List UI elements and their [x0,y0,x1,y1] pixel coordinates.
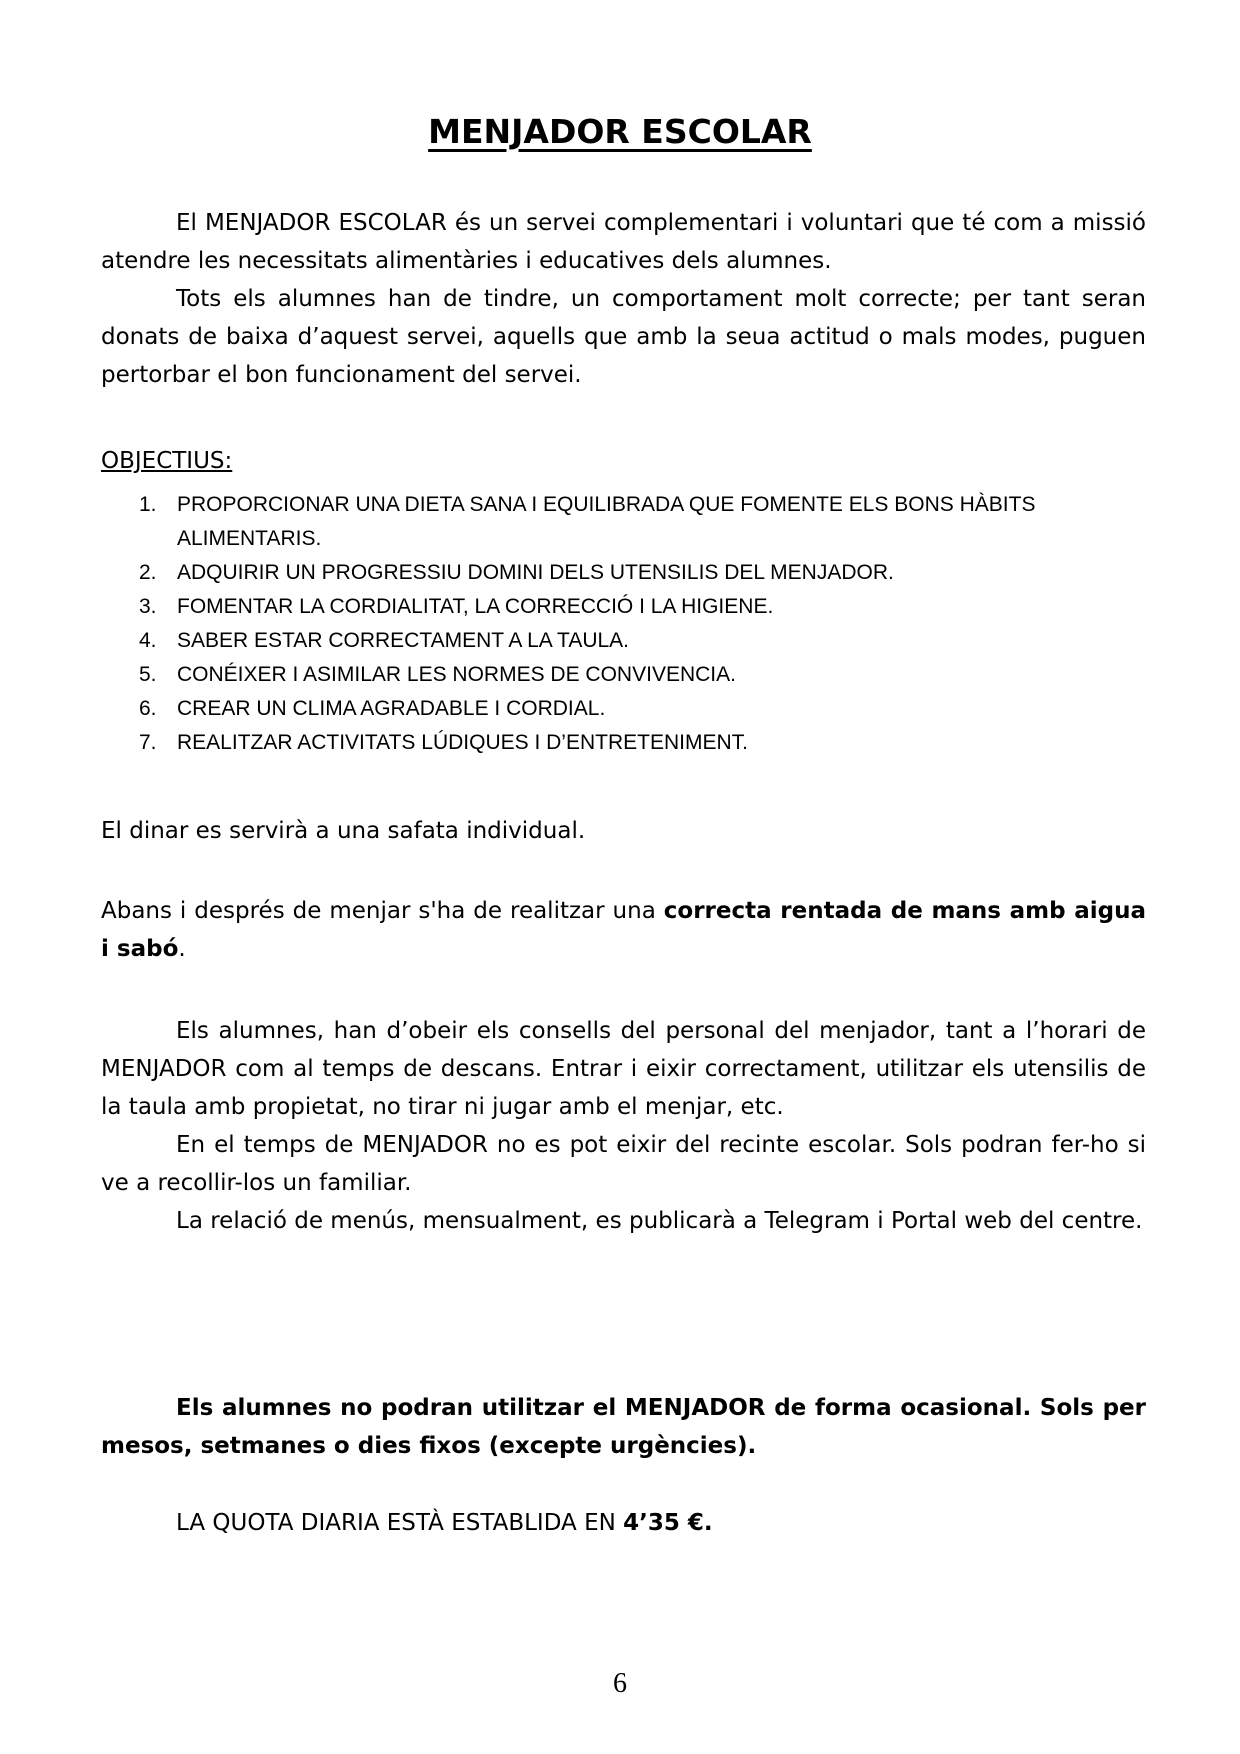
handwash-section [101,892,1146,968]
list-item [101,556,1151,590]
item-text: PROPORCIONAR UNA DIETA SANA I EQUILIBRADA QUE FOMENTE ELS BONS HÀBITS ALIMENTARIS. [177,493,1036,550]
intro-paragraph-1: El MENJADOR ESCOLAR és un servei complementari i voluntari que té com a missió atendre les necessitats alimentàries i educatives dels alumnes. [101,210,1146,274]
item-number: 2. [139,561,157,584]
handwash-end: . [178,936,186,962]
list-item [101,590,1151,624]
tray-paragraph: El dinar es servirà a una safata individual. [101,818,586,844]
list-item [101,658,1151,692]
item-number: 6. [139,697,157,720]
item-text: ADQUIRIR UN PROGRESSIU DOMINI DELS UTENSILIS DEL MENJADOR. [177,561,894,584]
item-text: CREAR UN CLIMA AGRADABLE I CORDIAL. [177,697,606,720]
objectives-list [101,488,1151,760]
handwash-paragraph [101,892,1146,968]
tray-section [101,812,1146,850]
page-title: MENJADOR ESCOLAR [428,112,812,151]
item-text: SABER ESTAR CORRECTAMENT A LA TAULA. [177,629,630,652]
list-item [101,692,1151,726]
fee-label: LA QUOTA DIARIA ESTÀ ESTABLIDA EN [176,1510,624,1536]
handwash-emphasis: correcta rentada de mans amb aigua i sabó [101,898,1147,962]
list-item [101,488,1151,556]
rules-section [101,1012,1146,1240]
objectives-heading: OBJECTIUS: [101,448,233,474]
item-text: CONÉIXER I ASIMILAR LES NORMES DE CONVIVENCIA. [177,663,736,686]
handwash-text: Abans i després de menjar s'ha de realitzar una [101,898,664,924]
fee-end: . [703,1510,713,1536]
item-number: 5. [139,663,157,686]
fee-amount: 4’35 € [623,1510,704,1536]
item-text: REALITZAR ACTIVITATS LÚDIQUES I D’ENTRETENIMENT. [177,731,748,754]
occasional-section [101,1389,1146,1465]
fee-paragraph [101,1504,1146,1542]
page-number: 6 [613,1668,627,1699]
item-number: 4. [139,629,157,652]
item-text: FOMENTAR LA CORDIALITAT, LA CORRECCIÓ I LA HIGIENE. [177,595,774,618]
intro-paragraph-2: Tots els alumnes han de tindre, un comportament molt correcte; per tant seran donats de baixa d’aquest servei, aquells que amb la seua actitud o mals modes, puguen pertorbar el bon funcionament del servei. [101,286,1146,388]
item-number: 3. [139,595,157,618]
item-number: 7. [139,731,157,754]
item-number: 1. [139,493,157,516]
rules-paragraph-2: En el temps de MENJADOR no es pot eixir del recinte escolar. Sols podran fer-ho si ve a recollir-los un familiar. [101,1132,1146,1196]
intro-section [101,204,1146,394]
rules-paragraph-1: Els alumnes, han d’obeir els consells del personal del menjador, tant a l’horari de MENJADOR com al temps de descans. Entrar i eixir correctament, utilitzar els utensilis de la taula amb propietat, no tirar ni jugar amb el menjar, etc. [101,1018,1146,1120]
list-item [101,726,1151,760]
list-item [101,624,1151,658]
fee-section [101,1504,1146,1542]
rules-paragraph-3: La relació de menús, mensualment, es publicarà a Telegram i Portal web del centre. [176,1208,1143,1234]
occasional-paragraph: Els alumnes no podran utilitzar el MENJADOR de forma ocasional. Sols per mesos, setmanes o dies fixos (excepte urgències). [101,1395,1146,1459]
